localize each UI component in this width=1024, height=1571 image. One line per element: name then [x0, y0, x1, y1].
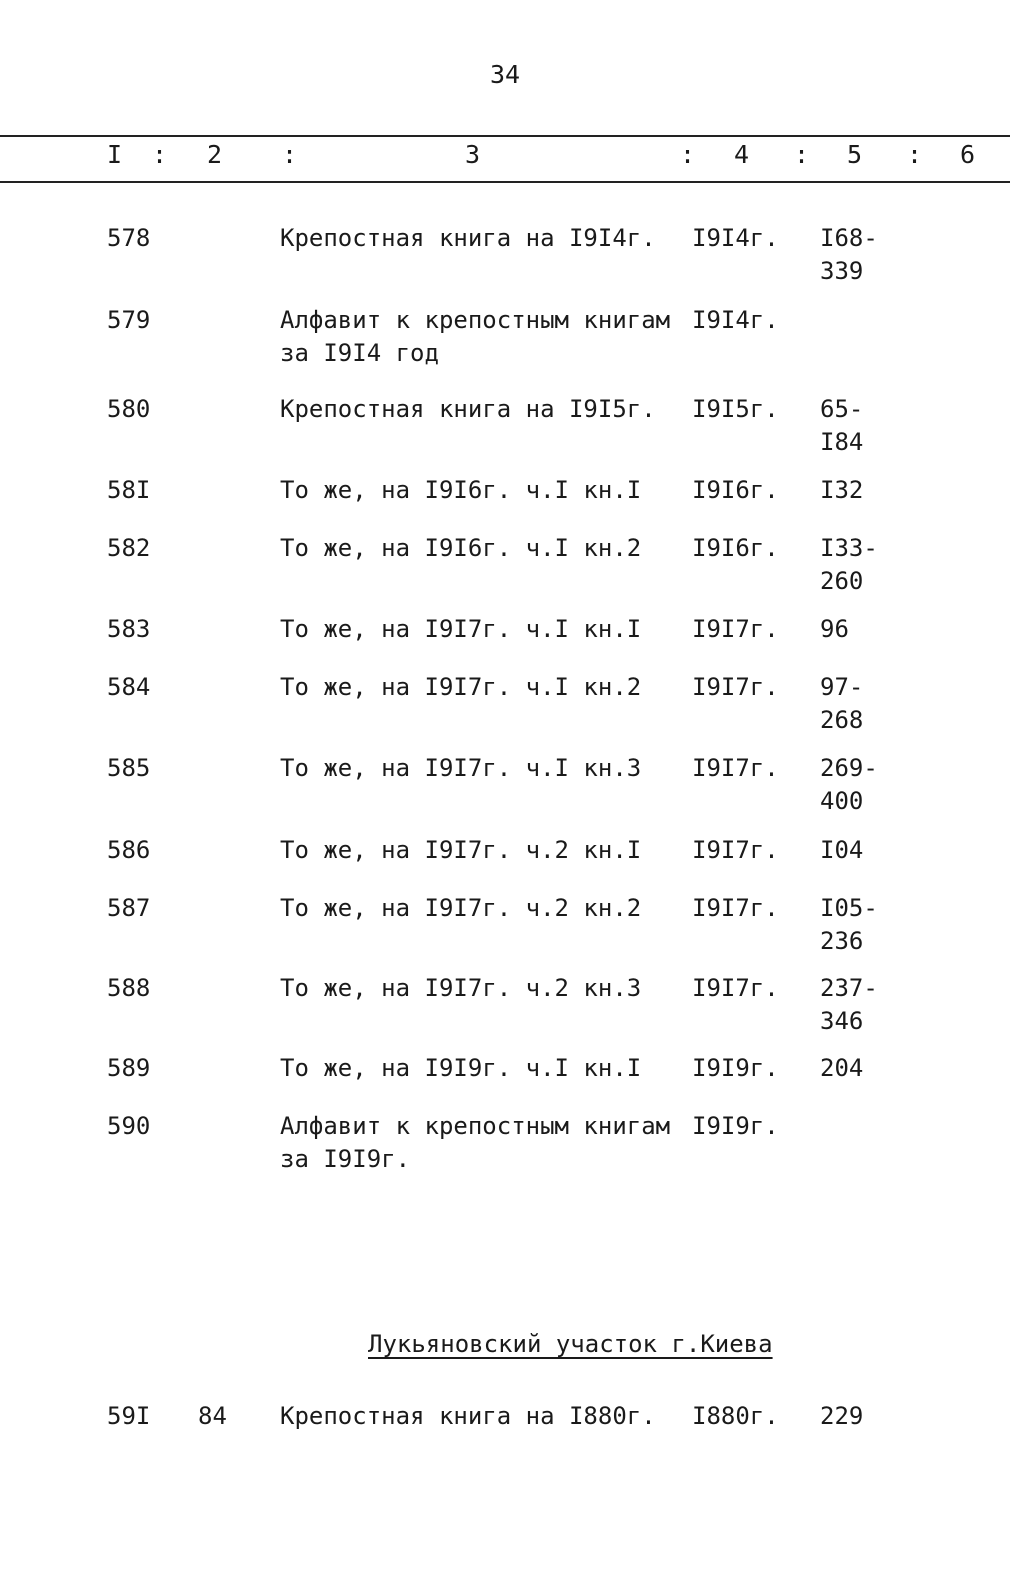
row-title-line1: То же, на I9I9г. ч.I кн.I	[280, 1054, 642, 1082]
table-row	[0, 613, 1010, 671]
row-col2: 84	[198, 1402, 227, 1430]
row-date: I9I4г.	[692, 224, 779, 252]
row-pages-line1: 229	[820, 1402, 864, 1430]
row-pages-line2: 400	[820, 787, 864, 815]
page-number: 34	[489, 60, 521, 89]
row-pages	[820, 532, 910, 598]
row-date: I9I7г.	[692, 615, 779, 643]
row-title-line1: То же, на I9I7г. ч.I кн.I	[280, 615, 642, 643]
row-title	[280, 613, 690, 646]
row-number: 578	[107, 224, 151, 252]
row-pages-line1: I05-	[820, 894, 878, 922]
header-col6: 6	[960, 140, 976, 169]
row-number: 584	[107, 673, 151, 701]
header-separator: :	[282, 140, 298, 169]
row-date: I9I4г.	[692, 306, 779, 334]
row-pages-line2: 339	[820, 257, 864, 285]
row-pages-line1: I04	[820, 836, 864, 864]
row-title	[280, 474, 690, 507]
row-pages	[820, 1400, 910, 1433]
row-pages	[820, 1110, 910, 1143]
row-title	[280, 304, 690, 370]
header-col3: 3	[465, 140, 481, 169]
row-title	[280, 222, 690, 255]
row-number: 587	[107, 894, 151, 922]
table-row	[0, 304, 1010, 393]
table-body	[0, 222, 1010, 1190]
row-title	[280, 972, 690, 1005]
row-title	[280, 671, 690, 704]
row-pages	[820, 972, 910, 1038]
header-col2: 2	[207, 140, 223, 169]
row-pages	[820, 393, 910, 459]
row-pages-line1: I32	[820, 476, 864, 504]
row-date: I9I6г.	[692, 476, 779, 504]
row-date: I880г.	[692, 1402, 779, 1430]
table-row	[0, 474, 1010, 532]
row-number: 59I	[107, 1402, 151, 1430]
header-top-rule	[0, 135, 1010, 137]
row-pages	[820, 474, 910, 507]
row-title-line1: То же, на I9I7г. ч.I кн.2	[280, 673, 642, 701]
row-pages-line2: 346	[820, 1007, 864, 1035]
row-pages	[820, 613, 910, 646]
row-pages-line1: 96	[820, 615, 849, 643]
row-title-line1: Крепостная книга на I9I4г.	[280, 224, 656, 252]
row-pages-line1: 97-	[820, 673, 864, 701]
row-title-line1: То же, на I9I7г. ч.I кн.3	[280, 754, 642, 782]
row-pages	[820, 752, 910, 818]
row-title-line1: Алфавит к крепостным книгам	[280, 1112, 671, 1140]
row-title	[280, 1110, 690, 1176]
header-col4: 4	[734, 140, 750, 169]
row-number: 585	[107, 754, 151, 782]
row-title-line1: То же, на I9I6г. ч.I кн.2	[280, 534, 642, 562]
row-title-line1: Крепостная книга на I880г.	[280, 1402, 656, 1430]
table-body-section	[0, 1400, 1010, 1440]
row-number: 590	[107, 1112, 151, 1140]
table-row	[0, 532, 1010, 613]
section-title: Лукьяновский участок г.Киева	[368, 1330, 773, 1358]
row-title-line1: То же, на I9I7г. ч.2 кн.3	[280, 974, 642, 1002]
row-date: I9I5г.	[692, 395, 779, 423]
header-separator: :	[794, 140, 810, 169]
header-separator: :	[907, 140, 923, 169]
row-date: I9I7г.	[692, 673, 779, 701]
table-row	[0, 1400, 1010, 1440]
table-row	[0, 892, 1010, 972]
row-title	[280, 752, 690, 785]
row-date: I9I7г.	[692, 836, 779, 864]
row-date: I9I7г.	[692, 754, 779, 782]
row-title-line2: за I9I4 год	[280, 339, 439, 367]
row-number: 579	[107, 306, 151, 334]
row-pages-line1: 269-	[820, 754, 878, 782]
row-title	[280, 1400, 690, 1433]
row-date: I9I9г.	[692, 1112, 779, 1140]
row-title	[280, 1052, 690, 1085]
row-date: I9I7г.	[692, 974, 779, 1002]
row-pages	[820, 222, 910, 288]
row-title	[280, 393, 690, 426]
row-pages-line1: I68-	[820, 224, 878, 252]
row-pages-line2: I84	[820, 428, 864, 456]
row-pages-line2: 260	[820, 567, 864, 595]
row-pages-line2: 268	[820, 706, 864, 734]
header-bottom-rule	[0, 181, 1010, 183]
row-date: I9I7г.	[692, 894, 779, 922]
row-title-line1: То же, на I9I7г. ч.2 кн.I	[280, 836, 642, 864]
row-number: 588	[107, 974, 151, 1002]
row-date: I9I6г.	[692, 534, 779, 562]
row-pages	[820, 892, 910, 958]
table-row	[0, 834, 1010, 892]
row-pages-line1: I33-	[820, 534, 878, 562]
row-pages-line2: 236	[820, 927, 864, 955]
row-pages	[820, 834, 910, 867]
row-title	[280, 532, 690, 565]
row-title	[280, 892, 690, 925]
row-title-line1: То же, на I9I6г. ч.I кн.I	[280, 476, 642, 504]
row-pages	[820, 304, 910, 337]
row-number: 586	[107, 836, 151, 864]
table-row	[0, 222, 1010, 304]
row-pages	[820, 671, 910, 737]
row-number: 580	[107, 395, 151, 423]
table-row	[0, 752, 1010, 834]
header-separator: :	[680, 140, 696, 169]
header-col1: I	[107, 140, 123, 169]
table-row	[0, 972, 1010, 1052]
row-pages-line1: 65-	[820, 395, 864, 423]
table-row	[0, 1052, 1010, 1110]
row-title-line1: Алфавит к крепостным книгам	[280, 306, 671, 334]
table-row	[0, 1110, 1010, 1190]
header-separator: :	[152, 140, 168, 169]
row-pages-line1: 204	[820, 1054, 864, 1082]
row-title	[280, 834, 690, 867]
table-header	[0, 140, 1010, 176]
row-title-line1: Крепостная книга на I9I5г.	[280, 395, 656, 423]
row-date: I9I9г.	[692, 1054, 779, 1082]
row-title-line2: за I9I9г.	[280, 1145, 411, 1173]
row-number: 583	[107, 615, 151, 643]
table-row	[0, 393, 1010, 474]
row-number: 582	[107, 534, 151, 562]
row-title-line1: То же, на I9I7г. ч.2 кн.2	[280, 894, 642, 922]
header-col5: 5	[847, 140, 863, 169]
row-number: 589	[107, 1054, 151, 1082]
table-row	[0, 671, 1010, 752]
row-pages	[820, 1052, 910, 1085]
row-pages-line1: 237-	[820, 974, 878, 1002]
row-number: 58I	[107, 476, 151, 504]
